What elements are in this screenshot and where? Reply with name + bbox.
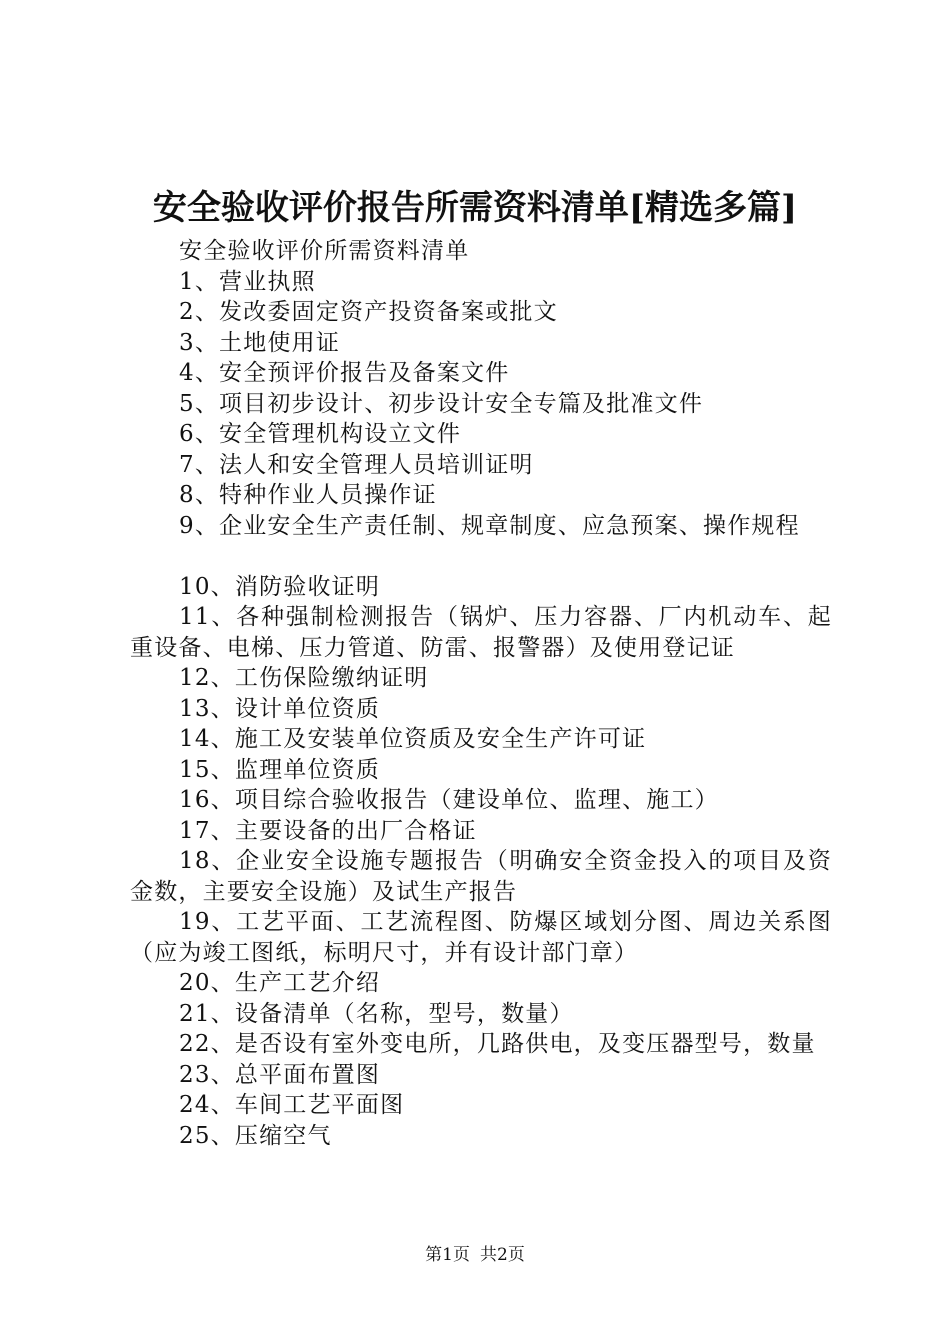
list-item: 15、监理单位资质 [179,756,381,783]
list-item: 22、是否设有室外变电所，几路供电，及变压器型号，数量 [179,1031,816,1057]
list-item: 21、设备清单（名称，型号，数量） [179,1000,574,1027]
list-item: 8、特种作业人员操作证 [179,482,437,508]
document-body [130,236,832,1151]
list-item: 2、发改委固定资产投资备案或批文 [179,299,558,325]
list-item: 7、法人和安全管理人员培训证明 [179,451,534,478]
list-item: 23、总平面布置图 [179,1061,381,1088]
document-title: 安全验收评价报告所需资料清单[精选多篇] [152,188,798,228]
list-item: 10、消防验收证明 [179,573,381,600]
list-item: 13、设计单位资质 [179,695,381,722]
page-number: 第1页 [425,1245,470,1265]
list-item: 3、土地使用证 [179,329,341,356]
list-item: 4、安全预评价报告及备案文件 [179,360,510,386]
list-item: 9、企业安全生产责任制、规章制度、应急预案、操作规程 [179,512,800,539]
page-footer [0,1243,950,1267]
list-item: 24、车间工艺平面图 [179,1092,405,1118]
list-item: 17、主要设备的出厂合格证 [179,817,477,844]
list-item: 5、项目初步设计、初步设计安全专篇及批准文件 [179,390,704,417]
list-item: 6、安全管理机构设立文件 [179,421,462,447]
list-item: 19、工艺平面、工艺流程图、防爆区域划分图、周边关系图（应为竣工图纸，标明尺寸，并有设计部门章） [130,909,832,966]
list-item: 11、各种强制检测报告（锅炉、压力容器、厂内机动车、起重设备、电梯、压力管道、防雷、报警器）及使用登记证 [130,604,832,661]
list-item: 20、生产工艺介绍 [179,970,381,996]
document-subtitle: 安全验收评价所需资料清单 [179,238,470,264]
list-item: 25、压缩空气 [179,1122,332,1149]
list-item: 1、营业执照 [179,268,316,295]
list-item: 16、项目综合验收报告（建设单位、监理、施工） [179,787,719,813]
list-item: 14、施工及安装单位资质及安全生产许可证 [179,726,647,752]
list-item: 12、工伤保险缴纳证明 [179,665,429,691]
page-total: 共2页 [480,1245,525,1265]
list-item: 18、企业安全设施专题报告（明确安全资金投入的项目及资金数，主要安全设施）及试生产报告 [130,848,832,905]
